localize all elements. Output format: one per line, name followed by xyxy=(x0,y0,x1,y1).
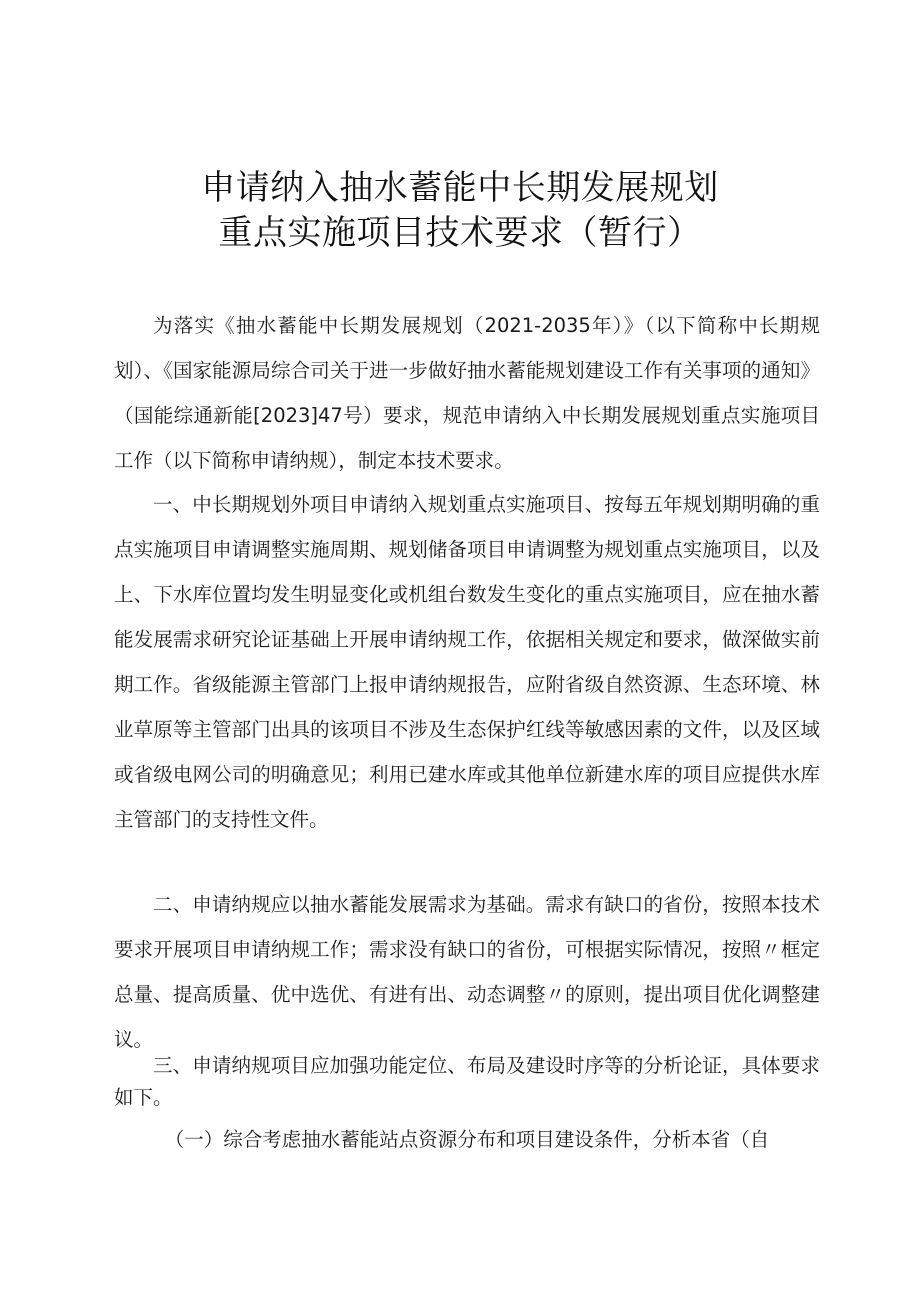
paragraph-section-1: 一、中长期规划外项目申请纳入规划重点实施项目、按每五年规划期明确的重点实施项目申请调整实施周期、规划储备项目申请调整为规划重点实施项目，以及上、下水库位置均发生明显变化或机组台数发生变化的重点实施项目，应在抽水蓄能发展需求研究论证基础上开展申请纳规工作，依据相关规定和要求，做深做实前期工作。省级能源主管部门上报申请纳规报告，应附省级自然资源、生态环境、林业草原等主管部门出具的该项目不涉及生态保护红线等敏感因素的文件，以及区域或省级电网公司的明确意见；利用已建水库或其他单位新建水库的项目应提供水库主管部门的支持性文件。 xyxy=(114,493,820,831)
paragraph-section-3: 三、申请纳规项目应加强功能定位、布局及建设时序等的分析论证，具体要求如下。 xyxy=(114,1054,820,1109)
document-title-line-2: 重点实施项目技术要求（暂行） xyxy=(218,213,702,253)
paragraph-subsection-1: （一）综合考虑抽水蓄能站点资源分布和项目建设条件，分析本省（自 xyxy=(164,1128,770,1151)
document-title-line-1: 申请纳入抽水蓄能中长期发展规划 xyxy=(201,168,719,208)
paragraph-intro: 为落实《抽水蓄能中长期发展规划（2021-2035年）》（以下简称中长期规划）、《国家能源局综合司关于进一步做好抽水蓄能规划建设工作有关事项的通知》（国能综通新能[2023]47号）要求，规范申请纳入中长期发展规划重点实施项目工作（以下简称申请纳规），制定本技术要求。 xyxy=(114,314,820,472)
paragraph-section-2: 二、申请纳规应以抽水蓄能发展需求为基础。需求有缺口的省份，按照本技术要求开展项目申请纳规工作；需求没有缺口的省份，可根据实际情况，按照〃框定总量、提高质量、优中选优、有进有出、动态调整〃的原则，提出项目优化调整建议。 xyxy=(114,893,820,1051)
